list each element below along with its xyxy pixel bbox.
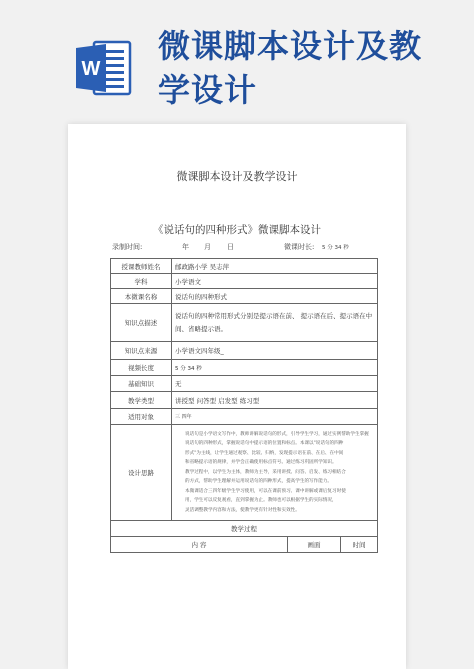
table-row	[111, 274, 378, 289]
col-screen: 画面	[288, 537, 341, 552]
table-row	[111, 425, 378, 521]
col-content: 内 容	[111, 537, 288, 552]
lesson-form-table	[110, 258, 378, 553]
design-label: 设计思路	[111, 425, 172, 521]
page-header	[0, 0, 474, 112]
design-paragraph	[175, 430, 374, 516]
length-label: 视频长度	[111, 360, 172, 376]
title-line-1: 微课脚本设计及教	[158, 27, 423, 65]
knowledge-label: 知识点描述	[111, 304, 172, 342]
audience-value: 三 四年	[172, 409, 378, 425]
design-line: 的方式，帮助学生理解并运用说话句的四种形式，提高学生的写作能力。	[185, 479, 333, 485]
process-header	[111, 537, 378, 553]
table-row	[111, 360, 378, 376]
table-row	[111, 521, 378, 537]
design-line: 用，学生可以反复观看，直到掌握为止。教师也可以根据学生的实际情况，	[185, 498, 337, 504]
design-line: 灵活调整教学内容和方法，使教学更有针对性和实效性。	[185, 507, 300, 513]
record-time-label: 录制时间:	[112, 243, 143, 251]
table-row	[111, 342, 378, 360]
subject-value: 小学语文	[172, 274, 378, 289]
document-subtitle: 《说话句的四种形式》微课脚本设计	[153, 224, 321, 236]
record-info-row	[112, 242, 382, 256]
teacher-label: 授课教师姓名	[111, 259, 172, 274]
length-value: 5 分 34 秒	[172, 360, 378, 376]
basics-label: 基础知识	[111, 376, 172, 392]
table-row	[111, 409, 378, 425]
design-value	[172, 425, 378, 521]
table-row	[111, 289, 378, 304]
record-year: 年	[182, 243, 189, 251]
source-value: 小学语文四年级_	[172, 342, 378, 360]
duration-value: 5 分 34 秒	[322, 245, 349, 251]
table-row	[111, 392, 378, 409]
document-heading: 微课脚本设计及教学设计	[176, 170, 298, 183]
design-line: 说话句是小学语文写作中，教师讲解说话句的形式，引导学生学习，通过实例帮助学生掌握	[185, 431, 369, 437]
source-label: 知识点来源	[111, 342, 172, 360]
design-line: 形式"为主线，让学生通过观察、比较、归纳，发现提示语在前、在后、在中间	[185, 450, 344, 456]
design-line: 教学过程中，以学生为主体，教师为主导，采用讲授、问答、启发、练习相结合	[185, 469, 346, 475]
document-page	[68, 124, 406, 669]
svg-text:W: W	[81, 58, 101, 80]
table-row	[111, 259, 378, 274]
basics-value: 无	[172, 376, 378, 392]
col-time: 时间	[352, 541, 366, 549]
design-line: 说话句的四种形式，掌握说话句中提示语的位置和标点。本课以"说话句的四种	[185, 441, 344, 447]
title-line-2: 学设计	[158, 71, 258, 109]
design-line: 本微课适合三四年级学生学习使用，可以在课前预习、课中讲解或课后复习时使	[185, 488, 346, 494]
subject-label: 学科	[111, 274, 172, 289]
course-label: 本微课名称	[111, 289, 172, 304]
teaching-type-value: 讲授型 问答型 启发型 练习型	[172, 392, 378, 409]
process-header-table	[111, 537, 377, 552]
process-title: 教学过程	[111, 521, 378, 537]
record-month: 月	[204, 243, 211, 251]
table-row	[111, 304, 378, 342]
audience-label: 适用对象	[111, 409, 172, 425]
duration-label: 微课时长:	[284, 243, 315, 251]
teacher-value: 邮政路小学 吴志萍	[172, 259, 378, 274]
knowledge-value: 说话句的四种常用形式分别是提示语在前、 提示语在后、提示语在中间、省略提示语。	[172, 304, 378, 342]
table-row	[111, 376, 378, 392]
design-line: 和省略提示语的规律，并学会正确使用标点符号。通过练习巩固所学知识。	[185, 460, 337, 466]
course-value: 说话句的四种形式	[172, 289, 378, 304]
teaching-type-label: 教学类型	[111, 392, 172, 409]
table-row	[111, 537, 378, 553]
record-day: 日	[227, 243, 234, 251]
word-doc-icon	[72, 36, 136, 100]
page-title	[158, 24, 458, 112]
